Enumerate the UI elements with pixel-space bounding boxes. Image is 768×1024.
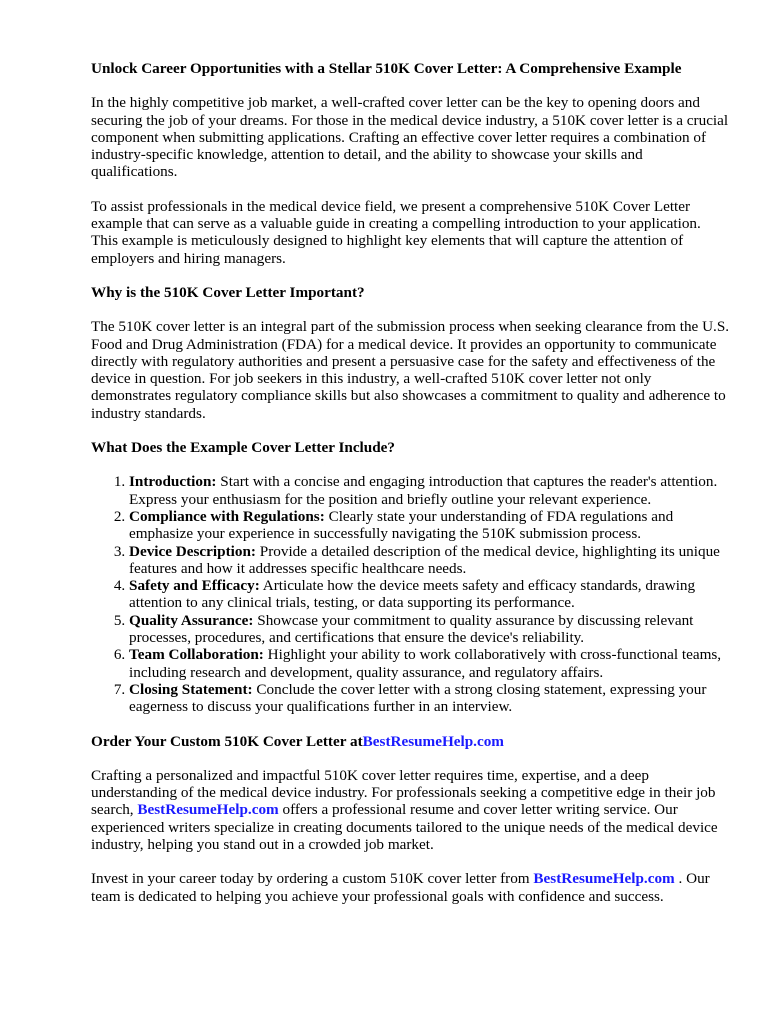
order-heading-link[interactable]: BestResumeHelp.com — [362, 732, 504, 750]
why-paragraph: The 510K cover letter is an integral part of the submission process when seeking clearance from the U.S. Food and Drug Administration (FDA) for a medical device. It provides an opportunity to communicate directly with regulatory authorities and present a persuasive case for the safety and effectiveness of the device in question. For job seekers in this industry, a well-crafted 510K cover letter not only demonstrates regulatory compliance skills but also showcases a commitment to quality and adherence to industry standards. — [91, 318, 730, 422]
document-body — [91, 60, 731, 922]
list-item-text: Conclude the cover letter with a strong closing statement, expressing your eagerness to discuss your qualifications further in an interview. — [129, 680, 707, 716]
order-paragraph-2-end: . Our team is dedicated to helping you achieve your professional goals with confidence and success. — [91, 870, 710, 905]
list-item-term: Closing Statement: — [129, 680, 253, 698]
list-item-text: Start with a concise and engaging introduction that captures the reader's attention. Express your enthusiasm for the position and briefly outline your relevant experience. — [129, 473, 718, 508]
list-item-term: Safety and Efficacy: — [129, 577, 260, 595]
order-paragraph-1 — [91, 767, 731, 853]
bestresumehelp-link[interactable]: BestResumeHelp.com — [137, 801, 279, 819]
list-item-term: Compliance with Regulations: — [129, 507, 325, 525]
bestresumehelp-link[interactable]: BestResumeHelp.com — [533, 870, 675, 888]
list-item — [129, 473, 731, 508]
list-item-text: Highlight your ability to work collaboratively with cross-functional teams, including research and development, quality assurance, and regulatory affairs. — [129, 646, 722, 681]
intro-paragraph: In the highly competitive job market, a well-crafted cover letter can be the key to opening doors and securing the job of your dreams. For those in the medical device industry, a 510K cover letter is a crucial component when submitting applications. Crafting an effective cover letter requires a combination of industry-specific knowledge, attention to detail, and the ability to showcase your skills and qualifications. — [91, 94, 729, 181]
list-item-text: Showcase your commitment to quality assurance by discussing relevant processes, procedures, and certifications that ensure the device's reliability. — [129, 611, 694, 647]
list-item-term: Introduction: — [129, 473, 217, 491]
order-heading-text: Order Your Custom 510K Cover Letter at — [91, 732, 363, 750]
list-item — [129, 543, 731, 578]
what-heading: What Does the Example Cover Letter Include? — [91, 439, 396, 457]
list-item — [129, 577, 731, 612]
list-item-text: Provide a detailed description of the medical device, highlighting its unique features and how it addresses specific healthcare needs. — [129, 542, 720, 577]
page-title: Unlock Career Opportunities with a Stellar 510K Cover Letter: A Comprehensive Example — [91, 60, 682, 77]
order-paragraph-2 — [91, 870, 731, 905]
list-item-term: Team Collaboration: — [129, 646, 264, 664]
assist-paragraph: To assist professionals in the medical device field, we present a comprehensive 510K Cover Letter example that can serve as a valuable guide in creating a compelling introduction to your application. This example is meticulously designed to highlight key elements that will capture the attention of employers and hiring managers. — [91, 197, 701, 267]
list-item — [129, 646, 731, 681]
order-paragraph-1-start: Crafting a personalized and impactful 510K cover letter requires time, expertise, and a deep understanding of the medical device industry. For professionals seeking a competitive edge in their job search, — [91, 766, 716, 819]
list-item — [129, 681, 731, 716]
list-item-term: Quality Assurance: — [129, 611, 254, 629]
list-item-term: Device Description: — [129, 542, 256, 560]
list-item-text: Articulate how the device meets safety and efficacy standards, drawing attention to any clinical trials, testing, or data supporting its performance. — [129, 577, 696, 612]
why-heading: Why is the 510K Cover Letter Important? — [91, 283, 365, 301]
list-item-text: Clearly state your understanding of FDA regulations and emphasize your experience in successfully navigating the 510K submission process. — [129, 507, 674, 543]
list-item — [129, 612, 731, 647]
order-heading — [91, 733, 731, 750]
list-item — [129, 508, 731, 543]
order-paragraph-2-start: Invest in your career today by ordering a custom 510K cover letter from — [91, 870, 534, 888]
order-paragraph-1-end: offers a professional resume and cover letter writing service. Our experienced writers specialize in creating documents tailored to the unique needs of the medical device industry, helping you stand out in a crowded job market. — [91, 801, 718, 853]
includes-list — [91, 473, 731, 715]
